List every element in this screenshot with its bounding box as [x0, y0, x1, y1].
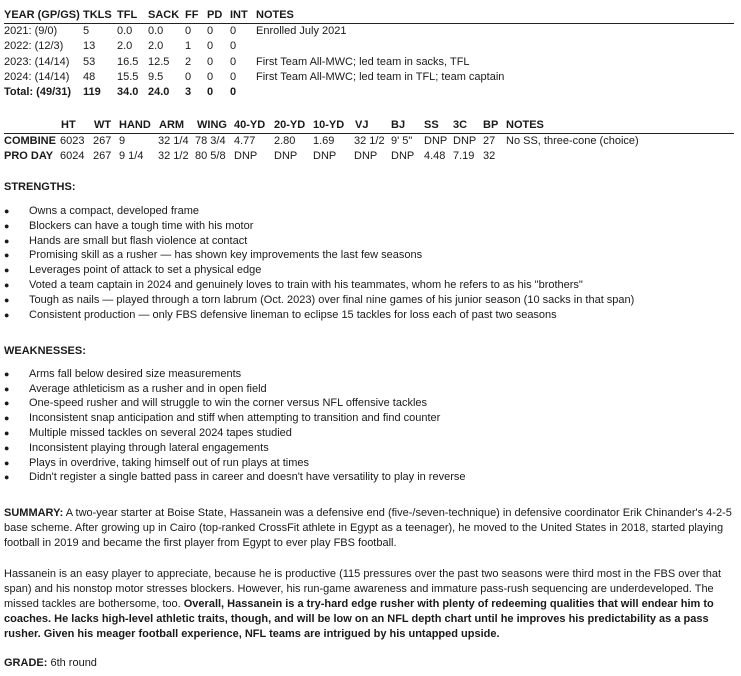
- summary-text: A two-year starter at Boise State, Hassanein was a defensive end (five-/seven-technique) in defensive coordinator Erik Chinander's 4-2-5 base scheme. After growing up in Cairo (top-ranked CrossFit athlete in Egypt as a teenager), he moved to the United States in 2018, started playing football in 2019 and became the first player from Egypt to ever play FBS football.: [4, 507, 732, 549]
- measurables-header-cell: SS: [424, 119, 439, 131]
- stats-cell: 13: [83, 40, 96, 52]
- measurables-cell: 4.48: [424, 150, 446, 162]
- stats-cell: First Team All-MWC; led team in TFL; team captain: [256, 71, 505, 83]
- measurables-header-cell: BJ: [391, 119, 406, 131]
- stats-cell: 0: [185, 71, 192, 83]
- stats-cell: 34.0: [117, 86, 139, 98]
- stats-cell: 0: [230, 71, 237, 83]
- grade-line: [4, 657, 97, 670]
- measurables-cell: 6024: [60, 150, 85, 162]
- measurables-cell: 9: [119, 135, 126, 147]
- summary-label: SUMMARY:: [4, 507, 64, 519]
- stats-header-year: YEAR (GP/GS): [4, 9, 80, 21]
- measurables-cell: 27: [483, 135, 496, 147]
- measurables-cell: DNP: [391, 150, 415, 162]
- measurables-header-cell: 20-YD: [274, 119, 306, 131]
- summary-paragraph: [4, 506, 734, 551]
- stats-cell: 2: [185, 56, 192, 68]
- list-item-text: Inconsistent snap anticipation and stiff when attempting to transition and find counter: [29, 412, 441, 424]
- measurables-cell: DNP: [354, 150, 378, 162]
- measurables-cell: No SS, three-cone (choice): [506, 135, 639, 147]
- list-item-text: Inconsistent playing through lateral engagements: [29, 442, 269, 454]
- list-item-text: Promising skill as a rusher — has shown key improvements the last few seasons: [29, 249, 423, 261]
- bullet-icon: ●: [4, 472, 10, 482]
- stats-cell: 0.0: [148, 25, 164, 37]
- bullet-icon: ●: [4, 310, 10, 320]
- stats-header-pd: PD: [207, 9, 223, 21]
- stats-cell: 0: [230, 25, 237, 37]
- list-item-text: Blockers can have a tough time with his motor: [29, 220, 254, 232]
- stats-cell: 0: [207, 25, 214, 37]
- list-item-text: Tough as nails — played through a torn labrum (Oct. 2023) over final nine games of his junior season (10 sacks in that span): [29, 294, 635, 306]
- measurables-cell: 1.69: [313, 135, 335, 147]
- list-item-text: Hands are small but flash violence at contact: [29, 235, 248, 247]
- stats-header-rule: [4, 23, 734, 24]
- list-item-text: Consistent production — only FBS defensive lineman to eclipse 15 tackles for loss each of past two seasons: [29, 309, 557, 321]
- grade-label: GRADE:: [4, 657, 48, 669]
- stats-cell: 2.0: [117, 40, 133, 52]
- bullet-icon: ●: [4, 428, 10, 438]
- bullet-icon: ●: [4, 236, 10, 246]
- stats-cell: 119: [83, 86, 101, 98]
- measurables-header-cell: ARM: [159, 119, 185, 131]
- stats-cell: 0: [230, 86, 237, 98]
- measurables-cell: DNP: [453, 135, 477, 147]
- measurables-cell: DNP: [424, 135, 448, 147]
- measurables-cell: DNP: [234, 150, 258, 162]
- stats-cell: 2.0: [148, 40, 164, 52]
- measurables-header-rule: [4, 133, 734, 134]
- grade-value: 6th round: [47, 657, 97, 669]
- bullet-icon: ●: [4, 265, 10, 275]
- stats-cell: 16.5: [117, 56, 139, 68]
- stats-cell: 0.0: [117, 25, 133, 37]
- stats-cell: 0: [207, 71, 214, 83]
- stats-header-sack: SACK: [148, 9, 180, 21]
- measurables-cell: 32 1/2: [158, 150, 189, 162]
- measurables-cell: 9 1/4: [119, 150, 144, 162]
- stats-cell: 0: [207, 86, 214, 98]
- stats-cell: 48: [83, 71, 96, 83]
- measurables-header-cell: 40-YD: [234, 119, 266, 131]
- measurables-header-cell: WT: [94, 119, 112, 131]
- measurables-header-cell: 3C: [453, 119, 468, 131]
- stats-cell: 3: [185, 86, 192, 98]
- measurables-header-cell: BP: [483, 119, 499, 131]
- stats-cell: 0: [230, 40, 237, 52]
- measurables-header-cell: HAND: [119, 119, 151, 131]
- stats-header-notes: NOTES: [256, 9, 294, 21]
- strengths-title: STRENGTHS:: [4, 181, 76, 193]
- stats-cell: 5: [83, 25, 90, 37]
- measurables-cell: 80 5/8: [195, 150, 226, 162]
- measurables-cell: 32 1/4: [158, 135, 189, 147]
- measurables-cell: COMBINE: [4, 135, 56, 147]
- measurables-header-cell: 10-YD: [313, 119, 345, 131]
- bullet-icon: ●: [4, 413, 10, 423]
- list-item-text: Leverages point of attack to set a physical edge: [29, 264, 262, 276]
- bullet-icon: ●: [4, 458, 10, 468]
- stats-cell: 53: [83, 56, 96, 68]
- bullet-icon: ●: [4, 250, 10, 260]
- measurables-cell: 267: [93, 135, 112, 147]
- list-item-text: Voted a team captain in 2024 and genuinely loves to train with his teammates, whom he refers to as his "brothers": [29, 279, 583, 291]
- stats-cell: 2023: (14/14): [4, 56, 70, 68]
- bullet-icon: ●: [4, 280, 10, 290]
- stats-header-ff: FF: [185, 9, 199, 21]
- stats-cell: 2024: (14/14): [4, 71, 70, 83]
- measurables-cell: PRO DAY: [4, 150, 54, 162]
- stats-header-int: INT: [230, 9, 248, 21]
- stats-cell: 15.5: [117, 71, 139, 83]
- list-item-text: One-speed rusher and will struggle to win the corner versus NFL offensive tackles: [29, 397, 428, 409]
- measurables-cell: 4.77: [234, 135, 256, 147]
- measurables-cell: 7.19: [453, 150, 475, 162]
- stats-cell: 12.5: [148, 56, 170, 68]
- measurables-header-cell: HT: [61, 119, 76, 131]
- stats-cell: 0: [230, 56, 237, 68]
- stats-cell: 0: [185, 25, 192, 37]
- list-item-text: Plays in overdrive, taking himself out of run plays at times: [29, 457, 310, 469]
- list-item-text: Didn't register a single batted pass in career and doesn't have versatility to play in reverse: [29, 471, 466, 483]
- weaknesses-title: WEAKNESSES:: [4, 345, 86, 357]
- measurables-cell: DNP: [313, 150, 337, 162]
- stats-cell: First Team All-MWC; led team in sacks, TFL: [256, 56, 470, 68]
- list-item-text: Average athleticism as a rusher and in open field: [29, 383, 267, 395]
- measurables-cell: 9' 5": [391, 135, 413, 147]
- stats-cell: 2022: (12/3): [4, 40, 64, 52]
- stats-cell: Total: (49/31): [4, 86, 72, 98]
- stats-cell: 9.5: [148, 71, 164, 83]
- summary-para2-bold: Overall, Hassanein is a try-hard edge rusher with plenty of redeeming qualities that will endear him to coaches. He lacks high-level athletic traits, though, and will be low on an NFL depth chart until he improves his predictability as a pass rusher. Given his meager football experience, NFL teams are intrigued by his untapped upside.: [4, 598, 714, 640]
- stats-header-tfl: TFL: [117, 9, 138, 21]
- summary-paragraph-2: [4, 567, 734, 642]
- bullet-icon: ●: [4, 206, 10, 216]
- measurables-cell: 6023: [60, 135, 85, 147]
- stats-cell: 2021: (9/0): [4, 25, 58, 37]
- measurables-cell: 2.80: [274, 135, 296, 147]
- bullet-icon: ●: [4, 384, 10, 394]
- bullet-icon: ●: [4, 295, 10, 305]
- measurables-cell: DNP: [274, 150, 298, 162]
- bullet-icon: ●: [4, 443, 10, 453]
- stats-cell: 1: [185, 40, 192, 52]
- bullet-icon: ●: [4, 369, 10, 379]
- measurables-header-cell: NOTES: [506, 119, 544, 131]
- summary-para2-text: Hassanein is an easy player to appreciate, because he is productive (115 pressures over the past two seasons were third most in the FBS over that span) and his nonstop motor stresses blockers. However, his run-game awareness and immature pass-rush sequencing are underdeveloped. The missed tackles are bothersome, too.: [4, 568, 722, 610]
- measurables-cell: 32: [483, 150, 496, 162]
- stats-cell: 0: [207, 56, 214, 68]
- stats-cell: 24.0: [148, 86, 170, 98]
- measurables-cell: 267: [93, 150, 112, 162]
- list-item-text: Owns a compact, developed frame: [29, 205, 199, 217]
- stats-header-tkls: TKLS: [83, 9, 112, 21]
- measurables-cell: 32 1/2: [354, 135, 385, 147]
- bullet-icon: ●: [4, 221, 10, 231]
- list-item-text: Arms fall below desired size measurements: [29, 368, 242, 380]
- stats-cell: Enrolled July 2021: [256, 25, 347, 37]
- stats-cell: 0: [207, 40, 214, 52]
- measurables-header-cell: VJ: [355, 119, 369, 131]
- bullet-icon: ●: [4, 398, 10, 408]
- measurables-header-cell: WING: [197, 119, 227, 131]
- list-item-text: Multiple missed tackles on several 2024 tapes studied: [29, 427, 292, 439]
- measurables-cell: 78 3/4: [195, 135, 226, 147]
